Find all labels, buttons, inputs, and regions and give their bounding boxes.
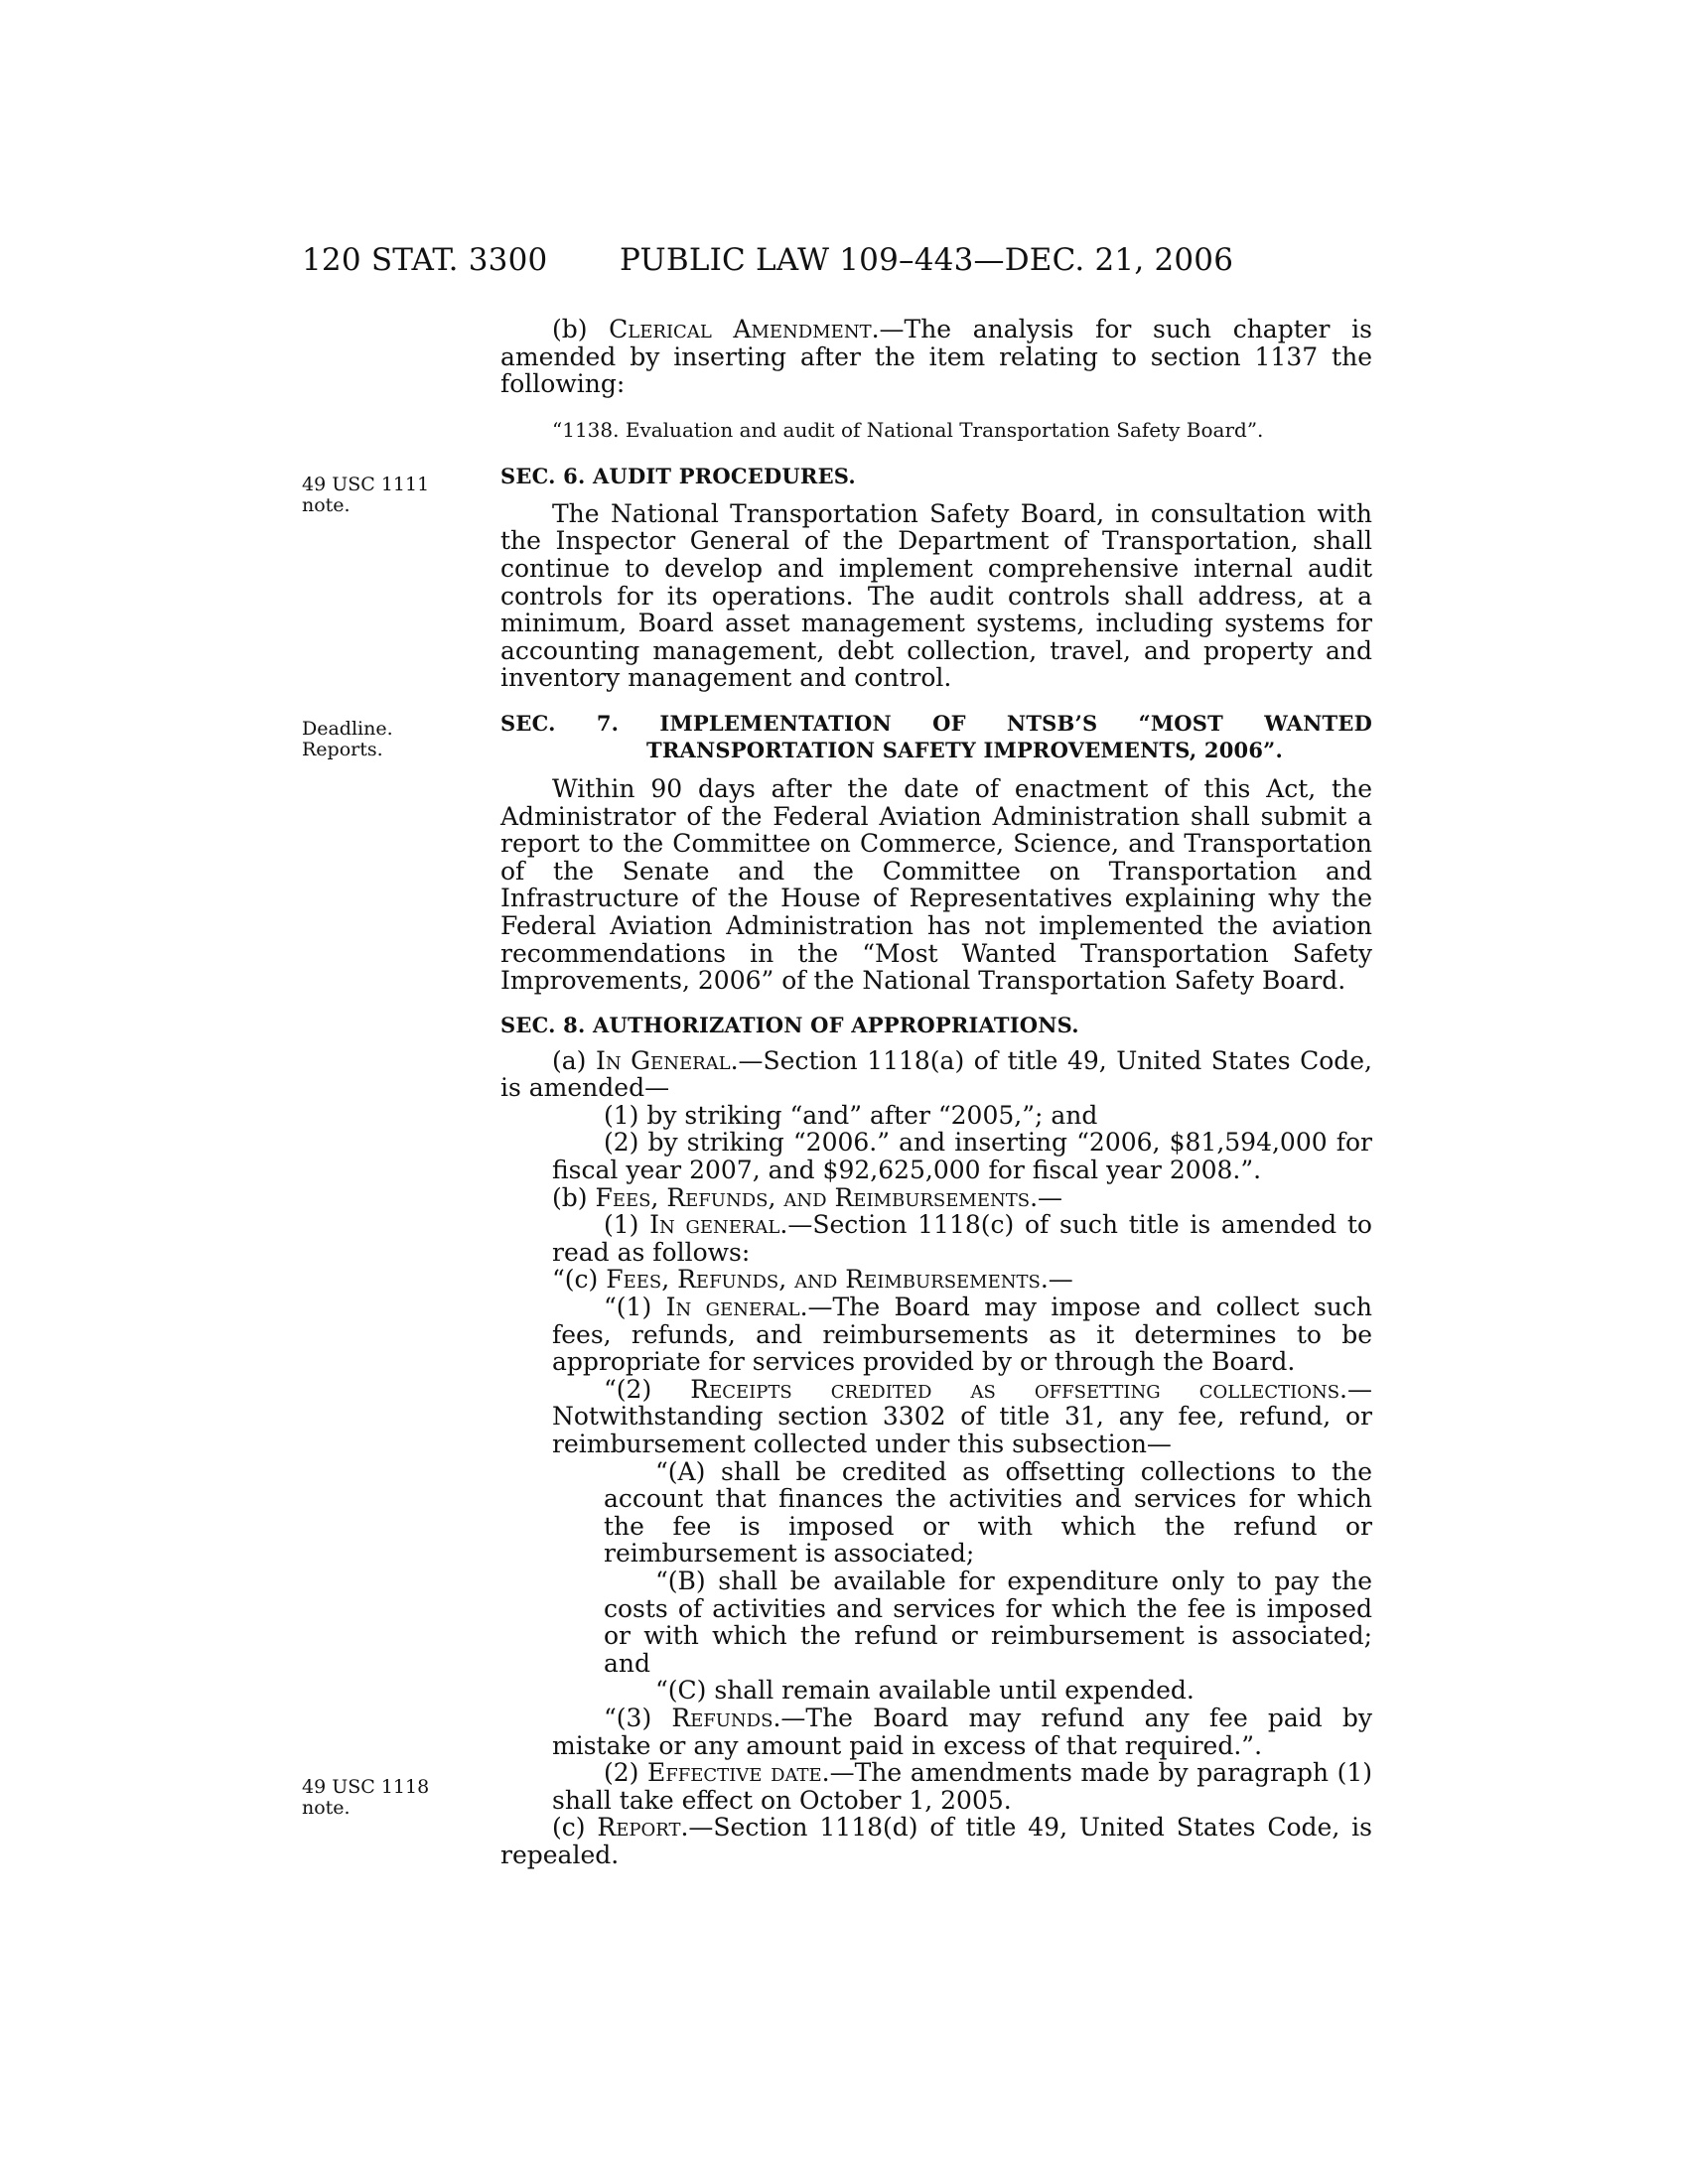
- sec7-heading: SEC. 7. IMPLEMENTATION OF NTSB’S “MOST WANTED TRANSPORTATION SAFETY IMPROVEMENTS, 2006”.: [500, 710, 1372, 762]
- sec7-paragraph: Within 90 days after the date of enactment of this Act, the Administrator of the Federal Aviation Administration shall submit a report to the Committee on Commerce, Science, and Transportation of the Senate and the Committee on Transportation and Infrastructure of the House of Representatives explaining why the Federal Aviation Administration has not implemented the aviation recommendations in the “Most Wanted Transportation Safety Improvements, 2006” of the National Transportation Safety Board.: [500, 773, 1372, 996]
- margin-note-usc-1111: [302, 475, 429, 516]
- sec8-a: (a) In General.—Section 1118(a) of title 49, United States Code, is amended—: [500, 1045, 1372, 1103]
- document-body: [500, 316, 1372, 1869]
- sec8-c: (c) Report.—Section 1118(d) of title 49, United States Code, is repealed.: [500, 1813, 1372, 1869]
- margin-note-line: Reports.: [302, 739, 383, 760]
- sec6-heading: SEC. 6. AUDIT PROCEDURES.: [500, 463, 856, 488]
- sec8-b1: (1) In general.—Section 1118(c) of such title is amended to read as follows:: [552, 1210, 1372, 1267]
- sec8-a2: (2) by striking “2006.” and inserting “2006, $81,594,000 for fiscal year 2007, and $92,625,000 for fiscal year 2008.”.: [552, 1128, 1372, 1185]
- sec8-b: (b) Fees, Refunds, and Reimbursements.—: [552, 1182, 1063, 1212]
- sec8-cB: “(B) shall be available for expenditure only to pay the costs of activities and services for which the fee is imposed or with which the refund or reimbursement is associated; and: [604, 1566, 1372, 1678]
- margin-note-line: Deadline.: [302, 718, 393, 740]
- running-header: PUBLIC LAW 109–443—DEC. 21, 2006: [620, 242, 1234, 278]
- sec8-c3: “(3) Refunds.—The Board may refund any fee paid by mistake or any amount paid in excess of that required.”.: [552, 1703, 1373, 1760]
- margin-note-usc-1118: [302, 1777, 429, 1819]
- page-stat-number: 120 STAT. 3300: [302, 242, 548, 278]
- margin-note-line: 49 USC 1118: [302, 1776, 430, 1798]
- sec8-b2: (2) Effective date.—The amendments made by paragraph (1) shall take effect on October 1, 2005.: [552, 1758, 1373, 1815]
- sec8-c1: “(1) In general.—The Board may impose and collect such fees, refunds, and reimbursements as it determines to be appropriate for services provided by or through the Board.: [552, 1293, 1372, 1377]
- clerical-amendment-paragraph: (b) Clerical Amendment.—The analysis for such chapter is amended by inserting after the item relating to section 1137 the following:: [500, 315, 1372, 399]
- sec8-heading: SEC. 8. AUTHORIZATION OF APPROPRIATIONS.: [500, 1012, 1079, 1037]
- sec8-cA: “(A) shall be credited as offsetting collections to the account that finances the activities and services for which the fee is imposed or with which the refund or reimbursement is associated;: [604, 1456, 1372, 1569]
- sec8-c2: “(2) Receipts credited as offsetting collections.—Notwithstanding section 3302 of title 31, any fee, refund, or reimbursement collected under this subsection—: [552, 1374, 1372, 1458]
- sec6-paragraph: The National Transportation Safety Board, in consultation with the Inspector General of the Department of Transportation, shall continue to develop and implement comprehensive internal audit controls for its operations. The audit controls shall address, at a minimum, Board asset management systems, including systems for accounting management, debt collection, travel, and property and inventory management and control.: [500, 498, 1372, 693]
- sec8-cC: “(C) shall remain available until expended.: [655, 1676, 1195, 1706]
- margin-note-line: 49 USC 1111: [302, 474, 430, 495]
- margin-note-line: note.: [302, 494, 351, 516]
- analysis-item: “1138. Evaluation and audit of National Transportation Safety Board”.: [552, 417, 1264, 442]
- sec8-a1: (1) by striking “and” after “2005,”; and: [604, 1100, 1098, 1130]
- margin-note-line: note.: [302, 1797, 351, 1819]
- margin-note-deadline-reports: [302, 719, 393, 760]
- sec8-c-heading: “(c) Fees, Refunds, and Reimbursements.—: [552, 1265, 1073, 1295]
